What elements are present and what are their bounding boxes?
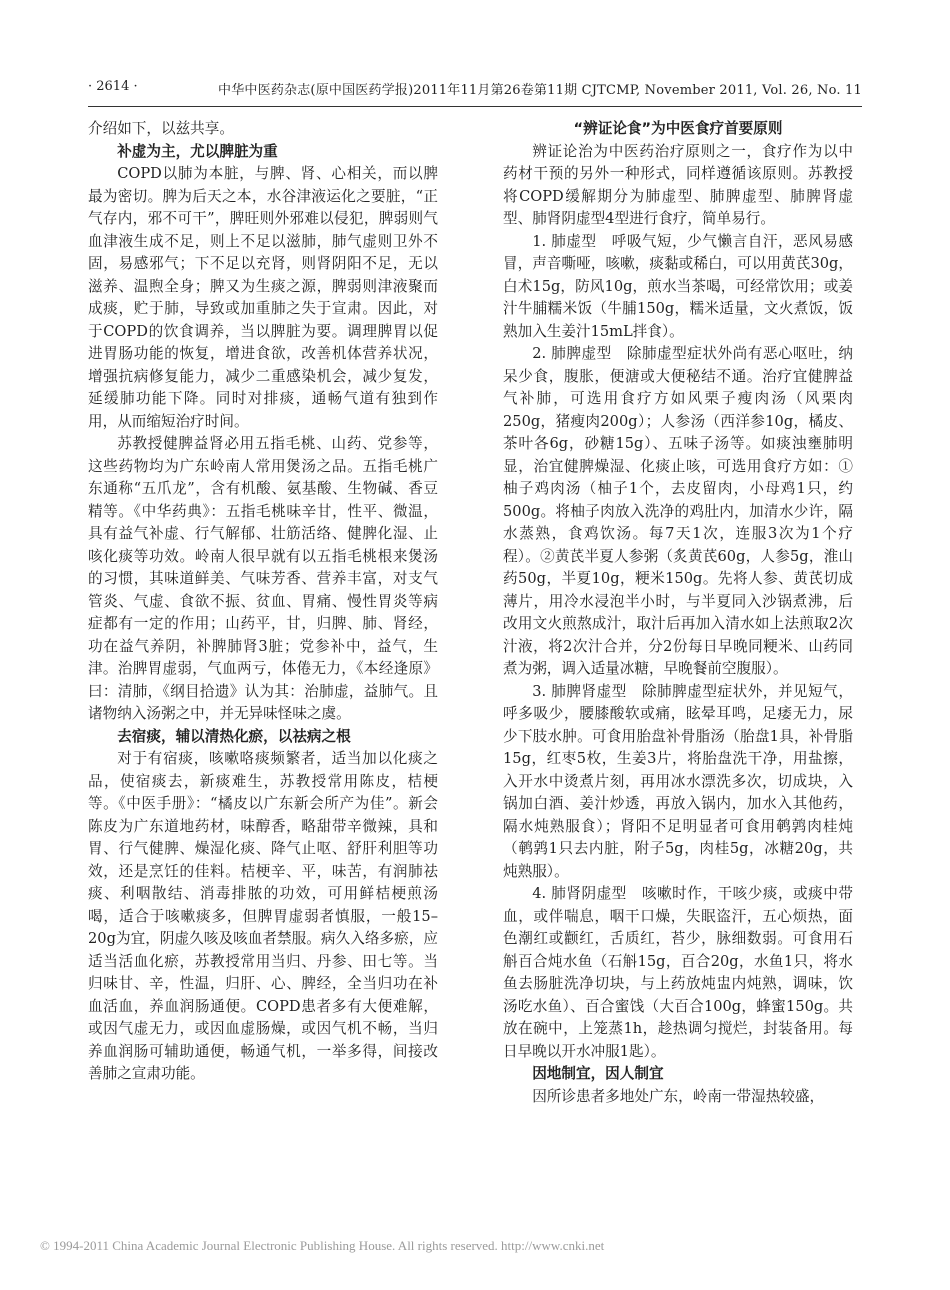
copyright-footer: © 1994-2011 China Academic Journal Electronic Publishing House. All rights reserved. http://www.cnki.net [40,1238,605,1253]
body-paragraph: 对于有宿痰，咳嗽咯痰频繁者，适当加以化痰之品，使宿痰去，新痰难生，苏教授常用陈皮，桔梗等。《中医手册》：“橘皮以广东新会所产为佳”。新会陈皮为广东道地药材，味醇香，略甜带辛微辣，具和胃、行气健脾、燥湿化痰、降气止呕、舒肝利胆等功效，还是烹饪的佳料。桔梗辛、平，味苦，有润肺祛痰、利咽散结、消毒排脓的功效，可用鲜桔梗煎汤喝，适合于咳嗽痰多，但脾胃虚弱者慎服，一般15–20g为宜，阴虚久咳及咳血者禁服。病久入络多瘀，应适当活血化瘀，苏教授常用当归、丹参、田七等。当归味甘、辛，性温，归肝、心、脾经，全当归功在补血活血，养血润肠通便。COPD患者多有大便难解，或因气虚无力，或因血虚肠燥，或因气机不畅，当归养血润肠可辅助通便，畅通气机，一举多得，间接改善肺之宣肃功能。 [88,750,438,1082]
section-heading-tonify: 补虚为主，尤以脾脏为重 [117,142,278,160]
section-heading-phlegm: 去宿痰，辅以清热化瘀，以祛病之根 [117,727,351,745]
header-rule [88,106,862,107]
body-paragraph: COPD以肺为本脏，与脾、肾、心相关，而以脾最为密切。脾为后天之本，水谷津液运化之要脏，“正气存内，邪不可干”，脾旺则外邪难以侵犯，脾弱则气血津液生成不足，则上不足以滋肺，肺气虚则卫外不固，易感邪气；下不足以充肾，则肾阴阳不足，无以滋养、温煦全身；脾又为生痰之源，脾弱则津液聚而成痰，贮于肺，导致或加重肺之失于宣肃。因此，对于COPD的饮食调养，当以脾脏为要。调理脾胃以促进胃肠功能的恢复，增进食欲，改善机体营养状况，增强抗病修复能力，减少二重感染机会，减少复发，延缓肺功能下降。同时对排痰，通畅气道有独到作用，从而缩短治疗时间。 [88,165,438,430]
body-paragraph: 4. 肺肾阴虚型 咳嗽时作，干咳少痰，或痰中带血，或伴喘息，咽干口燥，失眠盗汗，五心烦热，面色潮红或颧红，舌质红，苔少，脉细数弱。可食用石斛百合炖水鱼（石斛15g，百合20g，水鱼1只，将水鱼去肠脏洗净切块，与上药放炖盅内炖熟，调味，饮汤吃水鱼）、百合蜜饯（大百合100g，蜂蜜150g。共放在碗中，上笼蒸1h，趁热调匀搅烂，封装备用。每日早晚以开水冲服1匙）。 [503,885,853,1060]
body-paragraph: 辨证论治为中医药治疗原则之一，食疗作为以中药材干预的另外一种形式，同样遵循该原则。苏教授将COPD缓解期分为肺虚型、肺脾虚型、肺脾肾虚型、肺肾阴虚型4型进行食疗，简单易行。 [503,142,853,227]
section-heading-diet-principle: “辨证论食”为中医食疗首要原则 [573,120,783,137]
left-column [88,118,438,1086]
intro-text: 介绍如下，以兹共享。 [88,120,234,137]
right-column [503,118,853,1108]
page-number: · 2614 · [88,79,138,94]
section-heading-local-conditions: 因地制宜，因人制宜 [532,1065,664,1082]
body-paragraph: 1. 肺虚型 呼吸气短，少气懒言自汗，恶风易感冒，声音嘶哑，咳嗽，痰黏或稀白，可以用黄芪30g，白术15g，防风10g，煎水当茶喝，可经常饮用；或姜汁牛脯糯米饭（牛脯150g，糯米适量，文火煮饭，饭熟加入生姜汁15mL拌食）。 [503,232,853,340]
running-header [88,79,862,101]
body-paragraph: 因所诊患者多地处广东，岭南一带湿热较盛， [532,1087,825,1105]
body-paragraph: 2. 肺脾虚型 除肺虚型症状外尚有恶心呕吐，纳呆少食，腹胀，便溏或大便秘结不通。治疗宜健脾益气补肺，可选用食疗方如风栗子瘦肉汤（风栗肉250g，猪瘦肉200g）；人参汤（西洋参10g，橘皮、茶叶各6g，砂糖15g）、五味子汤等。如痰浊壅肺明显，治宜健脾燥湿、化痰止咳，可选用食疗方如：①柚子鸡肉汤（柚子1个，去皮留肉，小母鸡1只，约500g。将柚子肉放入洗净的鸡肚内，加清水少许，隔水蒸熟，食鸡饮汤。每7天1次，连服3次为1个疗程）。②黄芪半夏人参粥（炙黄芪60g，人参5g，淮山药50g，半夏10g，粳米150g。先将人参、黄芪切成薄片，用冷水浸泡半小时，与半夏同入沙锅煮沸，后改用文火煎熬成汁，取汁后再加入清水如上法煎取2次汁液，将2次汁合并，分2份每日早晚同粳米、山药同煮为粥，调入适量冰糖，早晚餐前空腹服）。 [503,345,853,677]
body-paragraph: 3. 肺脾肾虚型 除肺脾虚型症状外，并见短气，呼多吸少，腰膝酸软或痛，眩晕耳鸣，足痿无力，尿少下肢水肿。可食用胎盘补骨脂汤（胎盘1具，补骨脂15g，红枣5枚，生姜3片，将胎盘洗干净，用盐擦，入开水中烫煮片刻，再用冰水漂洗多次，切成块，入锅加白酒、姜汁炒透，再放入锅内，加水入其他药，隔水炖熟服食）；肾阳不足明显者可食用鹌鹑肉桂炖（鹌鹑1只去内脏，附子5g，肉桂5g，冰糖20g，共炖熟服）。 [503,682,853,880]
running-title: 中华中医药杂志(原中国医药学报)2011年11月第26卷第11期 CJTCMP, November 2011, Vol. 26, No. 11 [218,83,862,98]
body-paragraph: 苏教授健脾益肾必用五指毛桃、山药、党参等，这些药物均为广东岭南人常用煲汤之品。五指毛桃广东通称“五爪龙”，含有机酸、氨基酸、生物碱、香豆精等。《中华药典》：五指毛桃味辛甘，性平、微温，具有益气补虚、行气解郁、壮筋活络、健脾化湿、止咳化痰等功效。岭南人很早就有以五指毛桃根来煲汤的习惯，其味道鲜美、气味芳香、营养丰富，对支气管炎、气虚、食欲不振、贫血、胃痛、慢性胃炎等病症都有一定的作用；山药平，甘，归脾、肺、肾经，功在益气养阴，补脾肺肾3脏；党参补中，益气，生津。治脾胃虚弱，气血两亏，体倦无力，《本经逢原》曰：清肺，《纲目拾遗》认为其：治肺虚，益肺气。且诸物纳入汤粥之中，并无异味怪味之虞。 [88,435,438,722]
